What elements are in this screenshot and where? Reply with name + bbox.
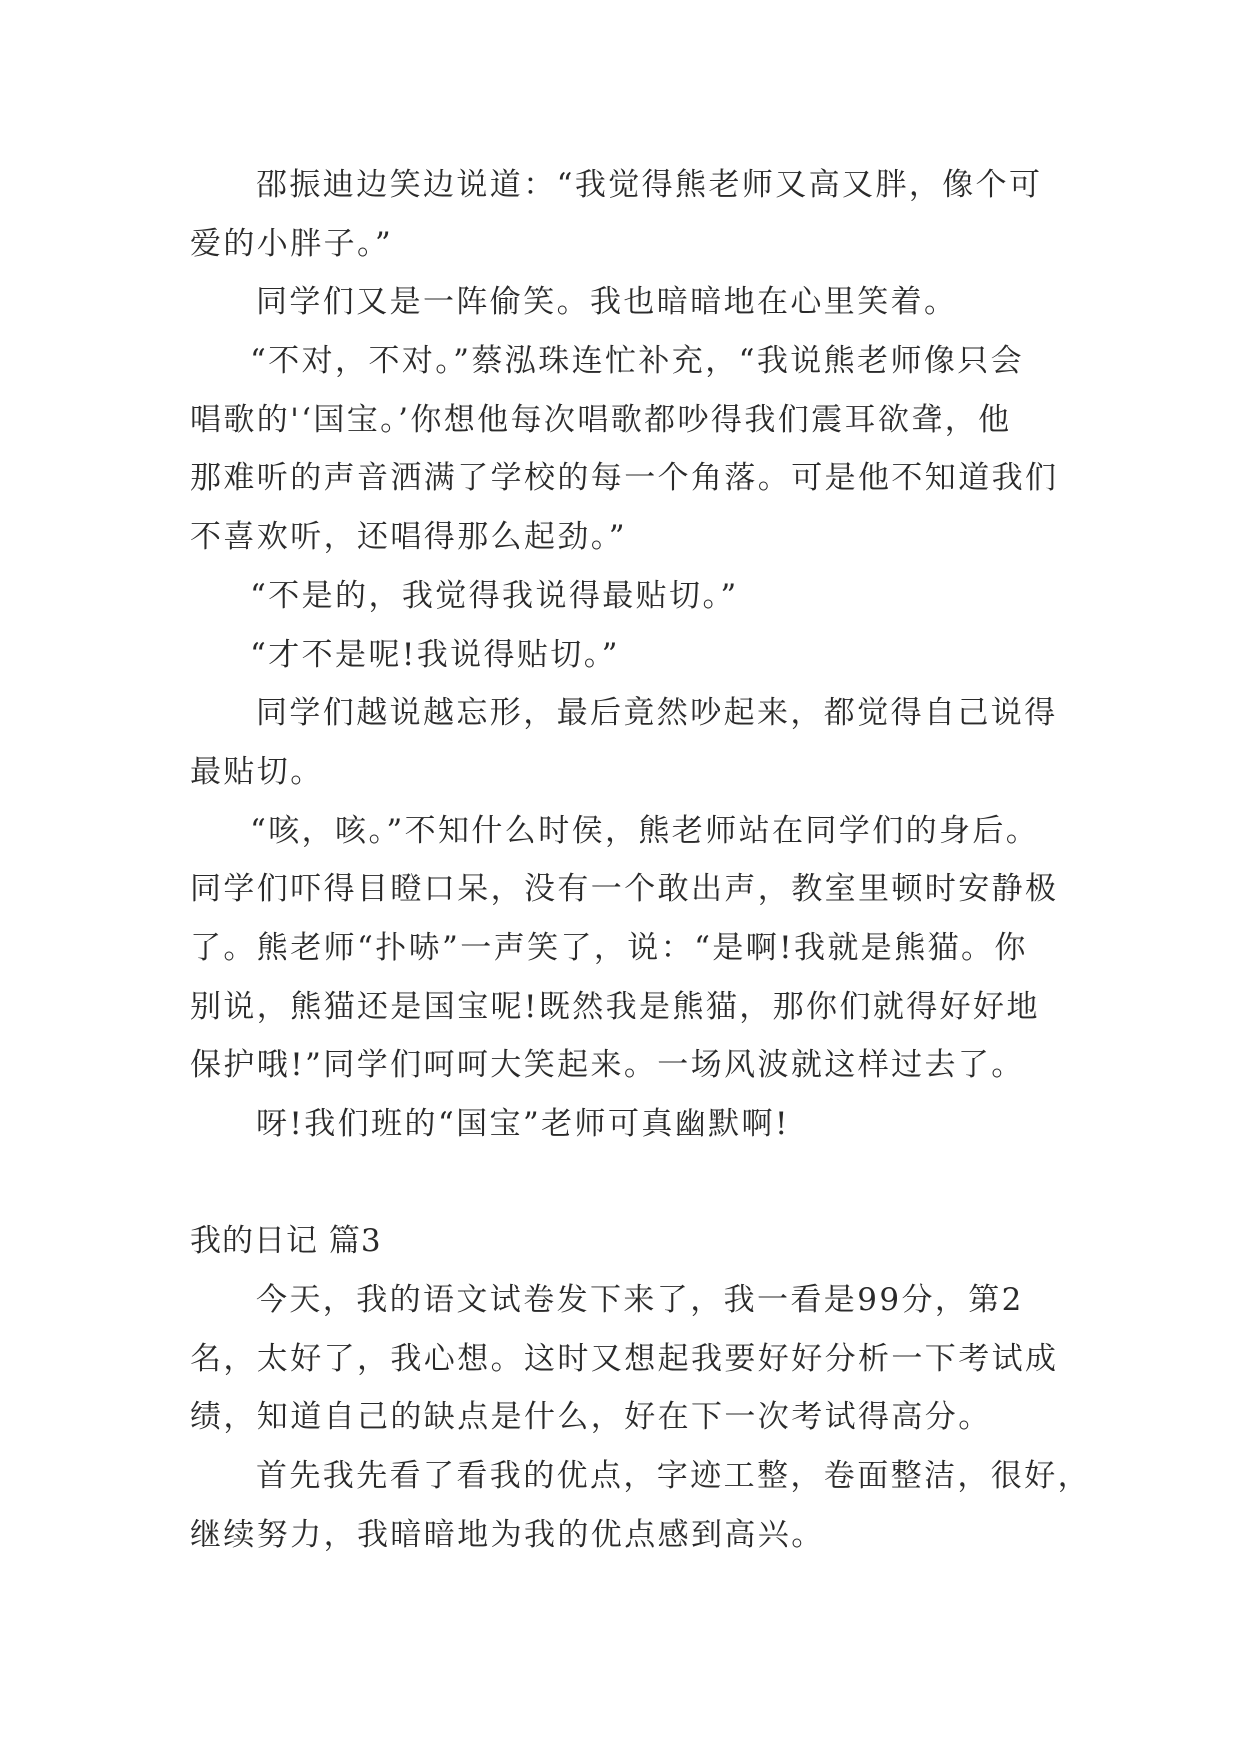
paragraph-line: 别说，熊猫还是国宝呢!既然我是熊猫，那你们就得好好地 [190, 988, 1040, 1025]
paragraph-line: 名，太好了，我心想。这时又想起我要好好分析一下考试成 [190, 1340, 1059, 1377]
paragraph-line: 呀!我们班的“国宝”老师可真幽默啊! [256, 1106, 790, 1142]
paragraph-line: 邵振迪边笑边说道：“我觉得熊老师又高又胖，像个可 [256, 167, 1043, 203]
paragraph-line: “才不是呢!我说得贴切。” [250, 636, 620, 673]
paragraph-line: “不是的，我觉得我说得最贴切。” [250, 577, 739, 614]
paragraph-line: 不喜欢听，还唱得那么起劲。” [190, 519, 627, 556]
paragraph-line: 继续努力，我暗暗地为我的优点感到高兴。 [190, 1516, 825, 1553]
paragraph-line: 最贴切。 [190, 753, 324, 790]
paragraph-line: “咳，咳。”不知什么时侯，熊老师站在同学们的身后。 [250, 812, 1040, 849]
paragraph-line: 保护哦!”同学们呵呵大笑起来。一场风波就这样过去了。 [190, 1047, 1025, 1084]
paragraph-line: “不对，不对。”蔡泓珠连忙补充，“我说熊老师像只会 [250, 343, 1025, 380]
document-body [190, 156, 1091, 1565]
paragraph-line: 那难听的声音洒满了学校的每一个角落。可是他不知道我们 [190, 460, 1059, 497]
section-spacer [190, 1154, 1060, 1213]
paragraph-line: 今天，我的语文试卷发下来了，我一看是99分，第2 [256, 1282, 1024, 1319]
paragraph-line: 同学们吓得目瞪口呆，没有一个敢出声，教室里顿时安静极 [190, 871, 1059, 908]
paragraph-line: 首先我先看了看我的优点，字迹工整，卷面整洁，很好， [256, 1458, 1091, 1495]
paragraph-line: 同学们越说越忘形，最后竟然吵起来，都觉得自己说得 [256, 695, 1058, 732]
section-heading: 我的日记 篇3 [190, 1223, 382, 1260]
paragraph-line: 唱歌的'‘国宝。’你想他每次唱歌都吵得我们震耳欲聋，他 [190, 401, 1012, 438]
paragraph-line: 爱的小胖子。” [190, 225, 394, 262]
paragraph-line: 绩，知道自己的缺点是什么，好在下一次考试得高分。 [190, 1399, 992, 1436]
paragraph-line: 了。熊老师“扑哧”一声笑了，说：“是啊!我就是熊猫。你 [190, 929, 1028, 966]
paragraph-line: 同学们又是一阵偷笑。我也暗暗地在心里笑着。 [256, 284, 958, 321]
